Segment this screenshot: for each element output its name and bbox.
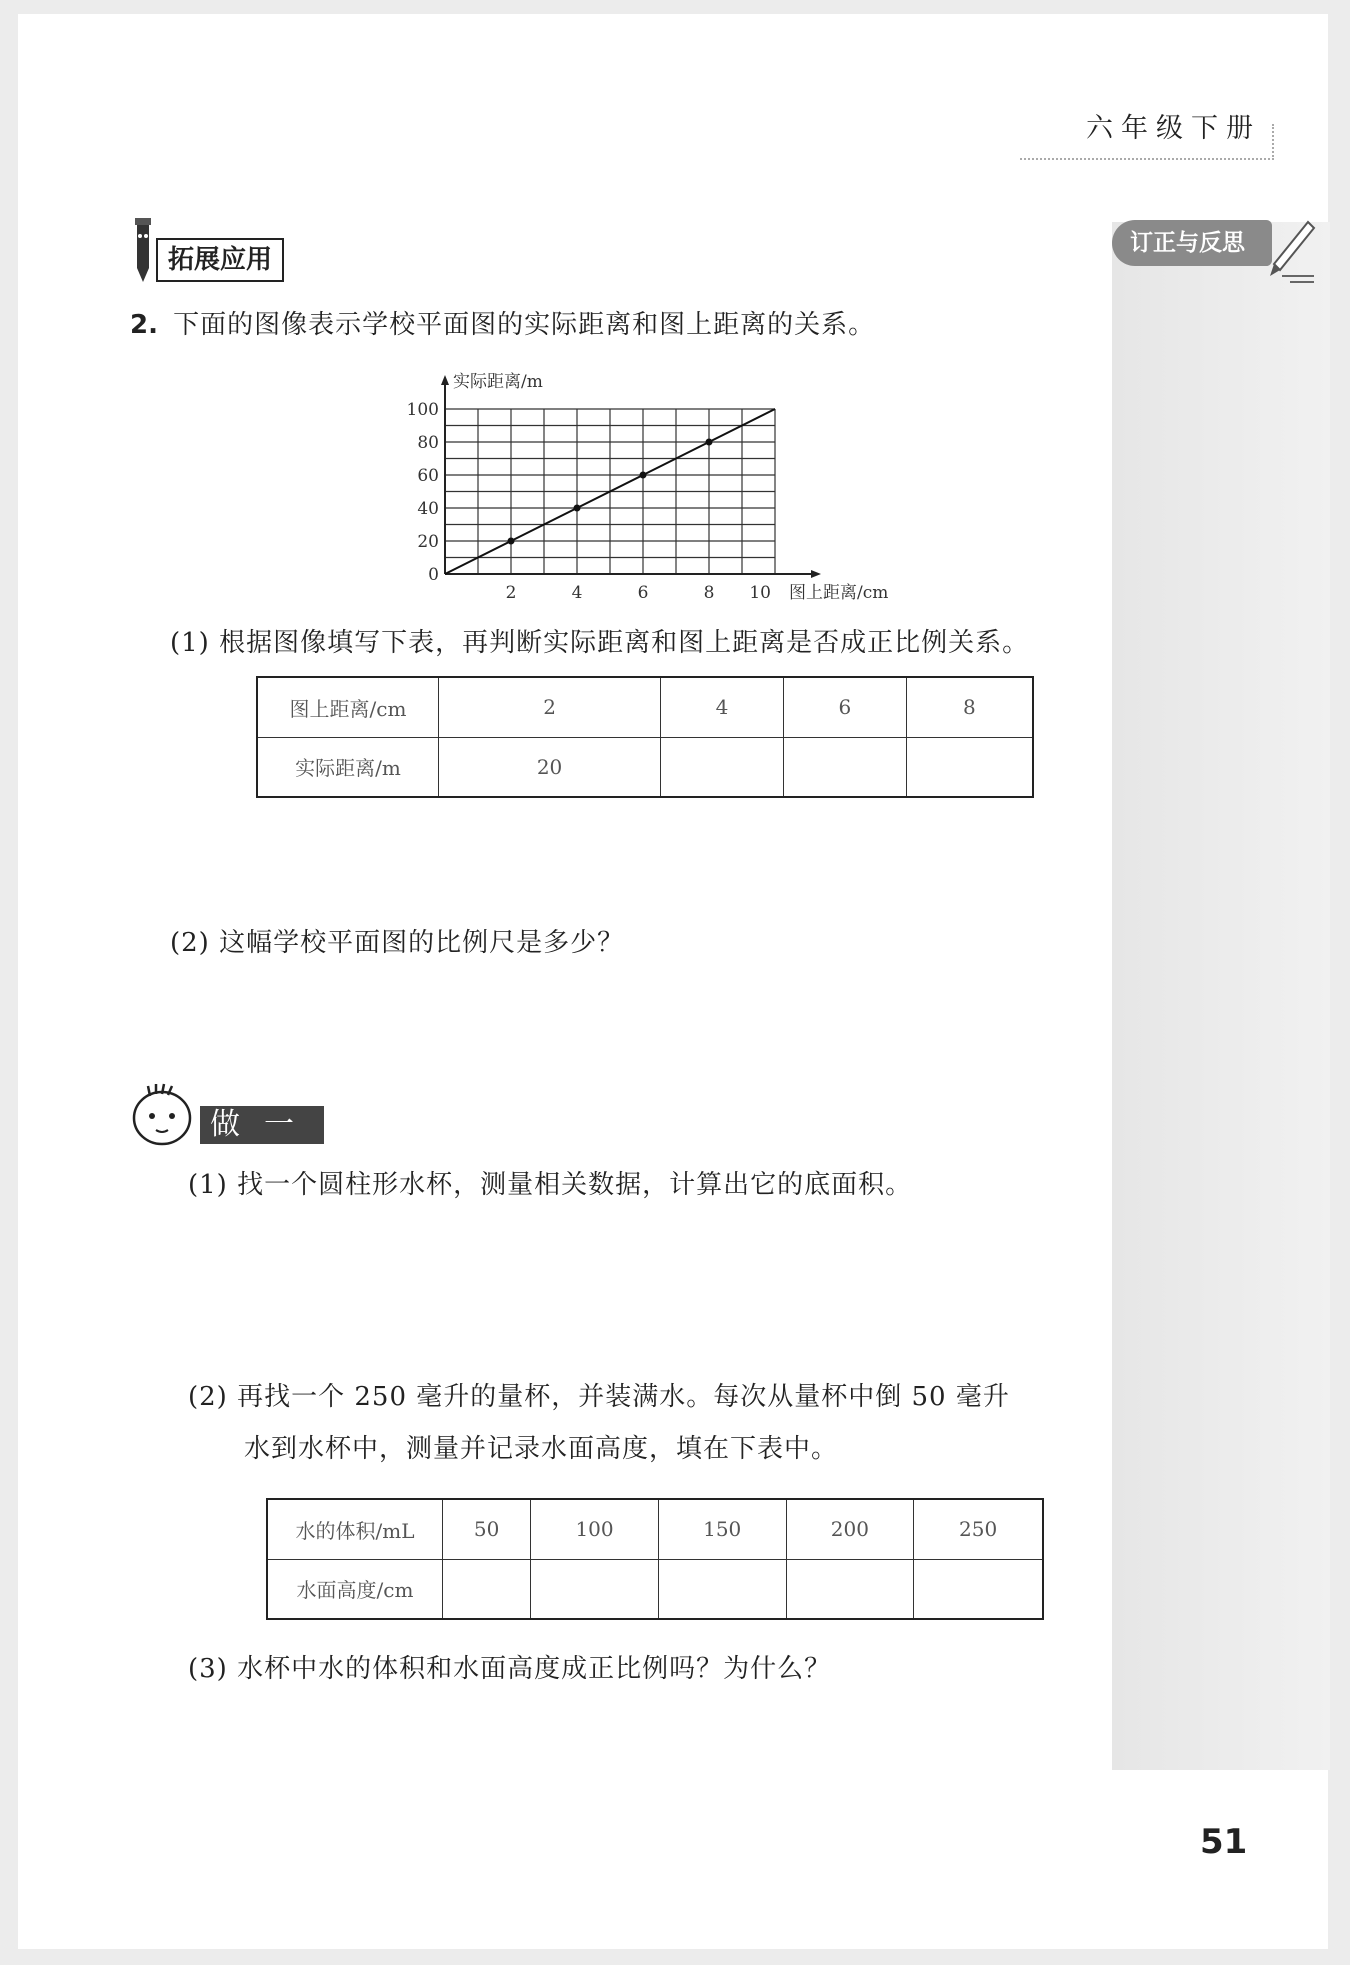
- x-tick-label: 6: [637, 583, 649, 603]
- section-title: 拓展应用: [156, 238, 284, 282]
- x-axis-label: 图上距离/cm: [789, 583, 889, 603]
- answer-cell[interactable]: [914, 1559, 1043, 1619]
- answer-cell[interactable]: [783, 737, 906, 797]
- doit-part3: (3) 水杯中水的体积和水面高度成正比例吗？为什么？: [188, 1654, 832, 1684]
- data-point: [640, 472, 647, 479]
- x-tick-label: 2: [505, 583, 517, 603]
- table-header-cell: 实际距离/m: [257, 737, 439, 797]
- distance-table: [256, 676, 1034, 798]
- table-cell: 150: [658, 1499, 786, 1559]
- table-cell: 2: [439, 677, 661, 737]
- answer-cell[interactable]: [661, 737, 784, 797]
- answer-cell[interactable]: [443, 1559, 531, 1619]
- correction-side-panel: [1112, 222, 1330, 1770]
- table-cell: 250: [914, 1499, 1043, 1559]
- x-tick-label: 10: [749, 583, 771, 603]
- table-header-cell: 图上距离/cm: [257, 677, 439, 737]
- correction-tag: [1112, 220, 1272, 266]
- x-axis-arrow: [811, 570, 821, 578]
- y-tick-label: 60: [417, 466, 439, 486]
- distance-chart: [400, 364, 920, 604]
- y-axis-label: 实际距离/m: [453, 372, 543, 392]
- answer-cell[interactable]: [786, 1559, 914, 1619]
- part2-text: (2) 这幅学校平面图的比例尺是多少？: [170, 928, 625, 958]
- table-cell: 20: [439, 737, 661, 797]
- table-cell: 50: [443, 1499, 531, 1559]
- kid-face-icon: [128, 1082, 196, 1148]
- question-text: 下面的图像表示学校平面图的实际距离和图上距离的关系。: [173, 310, 876, 340]
- question-number: 2.: [130, 310, 158, 340]
- table-row: [267, 1499, 1043, 1559]
- doit-part1: (1) 找一个圆柱形水杯，测量相关数据，计算出它的底面积。: [188, 1170, 913, 1200]
- water-table: [266, 1498, 1044, 1620]
- question-2: [130, 304, 875, 341]
- doit-part2-line2: 水到水杯中，测量并记录水面高度，填在下表中。: [244, 1434, 839, 1464]
- table-header-cell: 水面高度/cm: [267, 1559, 443, 1619]
- answer-cell[interactable]: [906, 737, 1033, 797]
- answer-cell[interactable]: [658, 1559, 786, 1619]
- table-cell: 8: [906, 677, 1033, 737]
- pencil-icon: [1262, 214, 1320, 284]
- y-tick-label: 40: [417, 499, 439, 519]
- table-row: [257, 737, 1033, 797]
- x-tick-label: 8: [703, 583, 715, 603]
- y-axis-arrow: [441, 375, 449, 385]
- grade-label: 六年级下册: [1080, 106, 1267, 145]
- part1-text: (1) 根据图像填写下表，再判断实际距离和图上距离是否成正比例关系。: [170, 628, 1030, 658]
- table-cell: 200: [786, 1499, 914, 1559]
- y-tick-label: 0: [428, 565, 439, 585]
- page-number: 51: [1200, 1822, 1248, 1862]
- answer-cell[interactable]: [531, 1559, 659, 1619]
- table-row: [267, 1559, 1043, 1619]
- table-header-cell: 水的体积/mL: [267, 1499, 443, 1559]
- table-cell: 100: [531, 1499, 659, 1559]
- doit-title: 做一做: [200, 1106, 324, 1144]
- table-cell: 6: [783, 677, 906, 737]
- pencil-mascot-icon: [128, 216, 158, 284]
- y-tick-label: 80: [417, 433, 439, 453]
- data-point: [706, 439, 713, 446]
- table-cell: 4: [661, 677, 784, 737]
- x-tick-label: 4: [571, 583, 583, 603]
- y-tick-label: 20: [417, 532, 439, 552]
- correction-tag-label: 订正与反思: [1130, 230, 1245, 256]
- y-tick-label: 100: [406, 400, 439, 420]
- data-point: [574, 505, 581, 512]
- table-row: [257, 677, 1033, 737]
- data-point: [508, 538, 515, 545]
- doit-part2-line1: (2) 再找一个 250 毫升的量杯，并装满水。每次从量杯中倒 50 毫升: [188, 1382, 1010, 1412]
